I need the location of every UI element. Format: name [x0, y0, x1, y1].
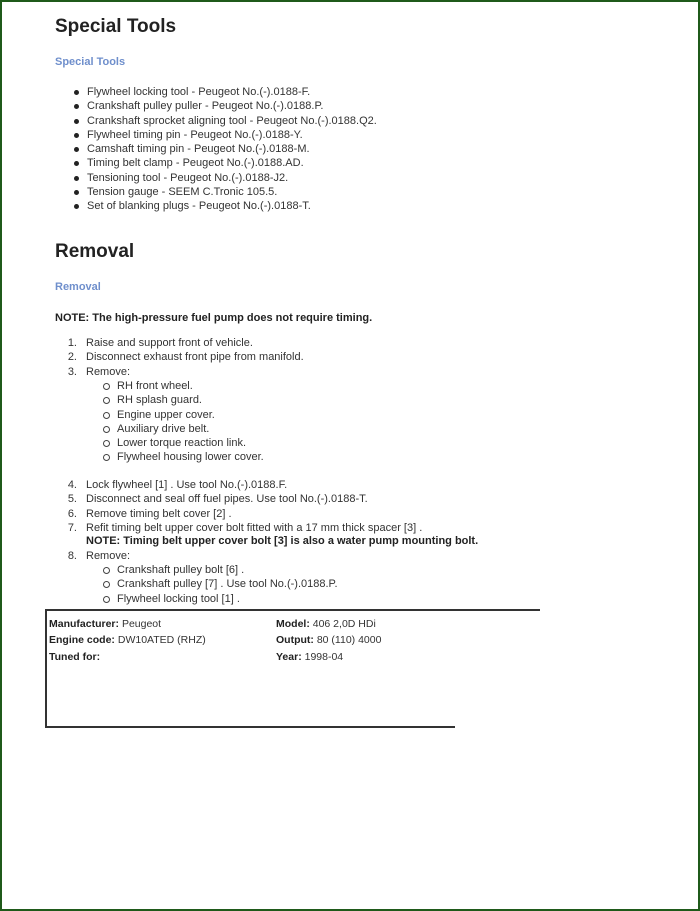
remove-subitem: Crankshaft pulley bolt [6] .	[55, 563, 338, 577]
tool-item: Flywheel timing pin - Peugeot No.(-).0188-Y.	[55, 128, 377, 142]
manufacturer-field: Manufacturer: Peugeot	[49, 618, 162, 630]
step-text: Disconnect and seal off fuel pipes. Use tool No.(-).0188-T.	[86, 493, 368, 506]
step-text: Lock flywheel [1] . Use tool No.(-).0188.F.	[86, 479, 288, 491]
tool-item: Camshaft timing pin - Peugeot No.(-).0188-M.	[55, 142, 377, 156]
step-text: Disconnect exhaust front pipe from manifold.	[86, 351, 304, 364]
step-item	[55, 365, 304, 379]
step-item	[55, 350, 304, 364]
engine-code-field: Engine code: DW10ATED (RHZ)	[49, 634, 206, 646]
output-field: Output: 80 (110) 4000	[276, 634, 382, 646]
remove-subitem: RH splash guard.	[55, 393, 264, 407]
tuned-for-field: Tuned for:	[49, 651, 101, 663]
remove-subitem: Flywheel locking tool [1] .	[55, 592, 338, 606]
remove-subitem: Auxiliary drive belt.	[55, 422, 264, 436]
remove-sublist-a	[55, 379, 264, 465]
step-number: 5.	[67, 493, 77, 506]
step-text: Refit timing belt upper cover bolt fitted with a 17 mm thick spacer [3] .	[86, 521, 423, 534]
step-text: Raise and support front of vehicle.	[86, 337, 253, 349]
special-tools-heading: Special Tools	[55, 16, 177, 37]
model-field: Model: 406 2,0D HDi	[276, 618, 376, 630]
step-item: 8. Remove:	[67, 550, 131, 562]
step-item	[55, 521, 422, 535]
remove-subitem: Lower torque reaction link.	[55, 436, 264, 450]
special-tools-subheading: Special Tools	[55, 56, 126, 68]
step-number: 6.	[67, 507, 77, 520]
fuel-pump-note: NOTE: The high-pressure fuel pump does not require timing.	[55, 312, 373, 324]
step-item	[55, 492, 422, 506]
step-number: 1.	[67, 337, 77, 349]
tool-item: Tensioning tool - Peugeot No.(-).0188-J2.	[55, 171, 377, 185]
remove-subitem: RH front wheel.	[55, 379, 264, 393]
step-item	[55, 507, 422, 521]
year-field: Year: 1998-04	[276, 651, 344, 663]
remove-subitem: Flywheel housing lower cover.	[55, 450, 264, 464]
step-number: 4.	[67, 479, 77, 491]
removal-step-8	[55, 549, 130, 563]
tool-item: Set of blanking plugs - Peugeot No.(-).0188-T.	[55, 199, 377, 213]
step-text: Remove timing belt cover [2] .	[86, 507, 232, 520]
removal-steps-4-7	[55, 478, 422, 535]
step-item	[55, 478, 422, 492]
water-pump-note: NOTE: Timing belt upper cover bolt [3] is also a water pump mounting bolt.	[86, 535, 479, 547]
remove-sublist-b	[55, 563, 338, 606]
remove-subitem: Crankshaft pulley [7] . Use tool No.(-).0188.P.	[55, 577, 338, 591]
removal-heading: Removal	[55, 241, 135, 262]
tool-item: Timing belt clamp - Peugeot No.(-).0188.AD.	[55, 156, 377, 170]
removal-subheading: Removal	[55, 281, 101, 293]
step-item	[55, 336, 304, 350]
step-number: 7.	[67, 521, 77, 534]
step-number: 3.	[67, 365, 77, 378]
tool-item: Flywheel locking tool - Peugeot No.(-).0188-F.	[55, 85, 377, 99]
remove-subitem: Engine upper cover.	[55, 408, 264, 422]
step-number: 2.	[67, 351, 77, 364]
step-text: Remove:	[86, 365, 131, 378]
tool-item: Tension gauge - SEEM C.Tronic 105.5.	[55, 185, 377, 199]
tool-item: Crankshaft pulley puller - Peugeot No.(-).0188.P.	[55, 99, 377, 113]
tool-item: Crankshaft sprocket aligning tool - Peugeot No.(-).0188.Q2.	[55, 114, 377, 128]
removal-steps-1-3	[55, 336, 304, 379]
special-tools-list	[55, 85, 377, 213]
